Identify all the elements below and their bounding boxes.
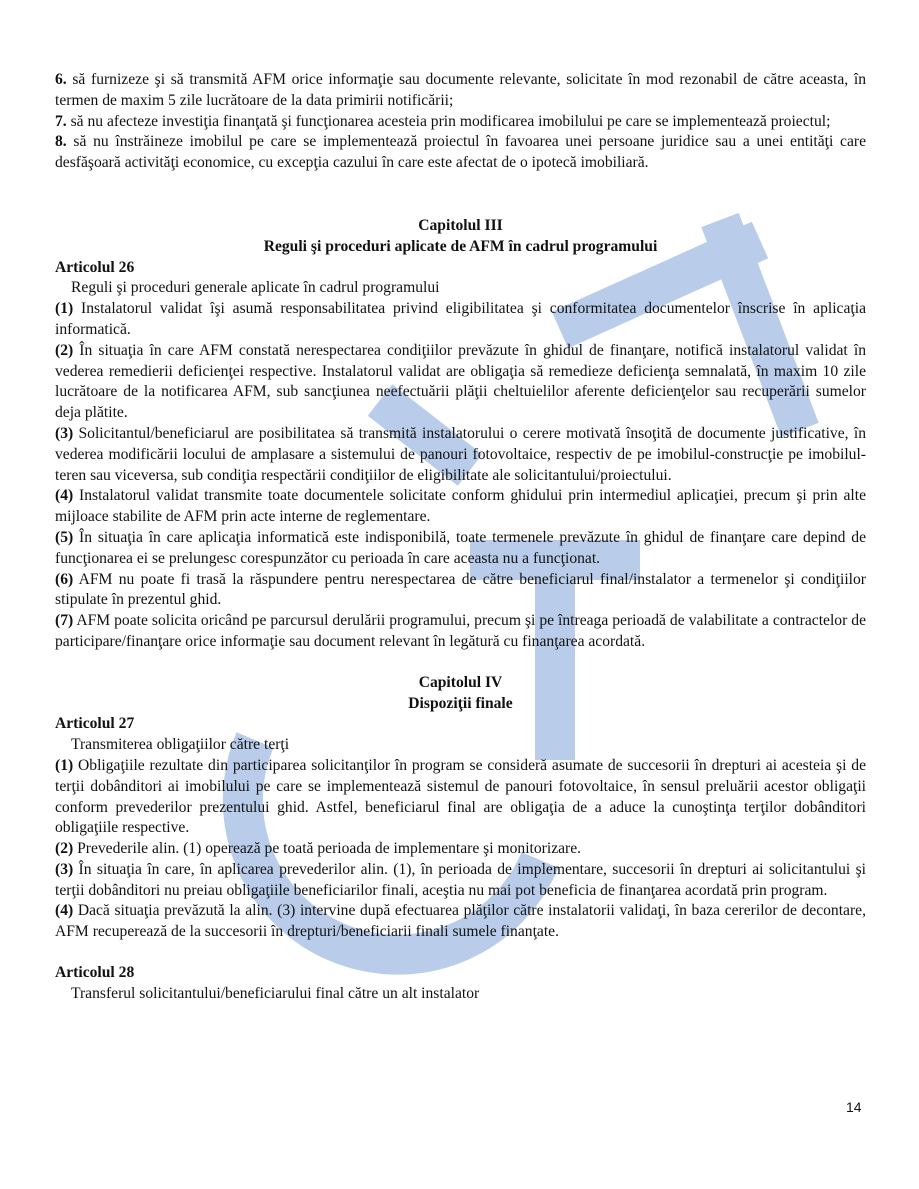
- article-paragraph: [55, 424, 866, 486]
- article-paragraph: [55, 860, 866, 902]
- chapter-heading: Capitolul III: [418, 216, 503, 234]
- paragraph-text: AFM nu poate fi trasă la răspundere pentru nerespectarea de către beneficiarul final/instalator a termenelor şi condiţiilor stipulate în prezentul ghid.: [55, 570, 866, 609]
- article-paragraph: [55, 901, 866, 943]
- list-item: [55, 132, 866, 174]
- article-paragraph: [55, 570, 866, 612]
- article-subtitle: Reguli şi proceduri generale aplicate în cadrul programului: [71, 279, 440, 297]
- paragraph-number: (2): [55, 341, 74, 359]
- paragraph-number: (1): [55, 756, 74, 774]
- paragraph-text: În situaţia în care aplicaţia informatică este indisponibilă, toate termenele prevăzute în ghidul de finanţare care depind de funcţionarea ei se prelungesc corespunzător cu perioada în care aceasta nu a funcţionat.: [55, 528, 866, 567]
- paragraph-text: AFM poate solicita oricând pe parcursul derulării programului, precum şi pe întreaga perioadă de valabilitate a contractelor de participare/finanţare orice informaţie sau document relevant în legătură cu finanţarea acordată.: [55, 612, 866, 650]
- list-item: [55, 70, 866, 112]
- paragraph-number: (3): [55, 860, 74, 878]
- article-paragraph: [55, 486, 866, 528]
- item-number: 8.: [55, 133, 67, 151]
- intro-list: [55, 70, 866, 174]
- paragraph-number: (7): [55, 612, 74, 630]
- page-number: 14: [846, 1099, 862, 1115]
- paragraph-number: (3): [55, 424, 74, 442]
- article-subtitle: Transferul solicitantului/beneficiarului final către un alt instalator: [71, 984, 480, 1002]
- article-paragraph: [55, 611, 866, 653]
- paragraph-number: (4): [55, 487, 74, 505]
- item-number: 6.: [55, 71, 67, 88]
- paragraph-number: (1): [55, 300, 74, 318]
- paragraph-text: Instalatorul validat transmite toate documentele solicitate conform ghidului prin intermediul aplicaţiei, precum şi prin alte mijloace stabilite de AFM prin acte interne de reglementare.: [55, 487, 866, 526]
- article-paragraph: [55, 839, 866, 860]
- article-title: Articolul 27: [55, 715, 135, 733]
- paragraph-text: Prevederile alin. (1) operează pe toată perioada de implementare şi monitorizare.: [73, 840, 582, 858]
- item-number: 7.: [55, 112, 67, 130]
- paragraph-text: Dacă situaţia prevăzută la alin. (3) intervine după efectuarea plăţilor către instalatorii validaţi, în baza cererilor de decontare, AFM recuperează de la succesorii în drepturi/beneficiarii finali sumele finanţate.: [55, 902, 866, 941]
- article-paragraph: [55, 341, 866, 424]
- paragraph-text: În situaţia în care AFM constată nerespectarea condiţiilor prevăzute în ghidul de finanţare, notifică instalatorul validat în vederea remedierii deficienţei respective. Instalatorul validat are obligaţia să remedieze deficienţa semnalată, în maxim 10 zile lucrătoare de la notificarea AFM, sub sancţiunea neefectuării plăţii cheltuielilor aferente deficienţelor sau recuperării sumelor deja plătite.: [55, 341, 866, 422]
- paragraph-text: Instalatorul validat îşi asumă responsabilitatea privind eligibilitatea şi conformitatea documentelor înscrise în aplicaţia informatică.: [55, 300, 866, 338]
- paragraph-number: (4): [55, 902, 74, 920]
- paragraph-number: (5): [55, 528, 74, 546]
- paragraph-number: (2): [55, 840, 74, 858]
- article-title: Articolul 28: [55, 964, 135, 982]
- chapter-heading: Capitolul IV: [418, 673, 503, 691]
- paragraph-text: Obligaţiile rezultate din participarea solicitanţilor în program se consideră asumate de succesorii în drepturi ai acesteia şi de terţii dobânditori ai imobilului pe care se implementează sistemul de panouri fotovoltaice, în sensul preluării acestor obligaţii conform prevederilor prezentului ghid. Astfel, beneficiarul final are obligaţia de a aduce la cunoştinţa terţilor dobânditori obligaţiile respective.: [55, 756, 866, 837]
- item-text: să furnizeze şi să transmită AFM orice informaţie sau documente relevante, solicitate în mod rezonabil de către aceasta, în termen de maxim 5 zile lucrătoare de la data primirii notificării;: [55, 71, 866, 109]
- item-text: să nu afecteze investiţia finanţată şi funcţionarea acesteia prin modificarea imobilului pe care se implementează proiectul;: [66, 112, 831, 130]
- paragraph-number: (6): [55, 570, 74, 588]
- article-paragraph: [55, 756, 866, 839]
- list-item: [55, 112, 866, 133]
- chapter-title: Dispoziţii finale: [408, 694, 513, 712]
- item-text: să nu înstrăineze imobilul pe care se implementează proiectul în favoarea unei persoane juridice sau a unei entităţi care desfăşoară activităţi economice, cu excepţia cazului în care este afectat de o ipotecă imobiliară.: [55, 133, 866, 172]
- paragraph-text: În situaţia în care, în aplicarea prevederilor alin. (1), în perioada de implementare, succesorii în drepturi ai solicitantului şi terţii dobânditori nu preiau obligaţiile beneficiarilor finali, aceştia nu mai pot beneficia de finanţarea acordată prin program.: [55, 860, 866, 899]
- chapter-title: Reguli şi proceduri aplicate de AFM în cadrul programului: [263, 237, 658, 255]
- paragraph-text: Solicitantul/beneficiarul are posibilitatea să transmită instalatorului o cerere motivată însoţită de documente justificative, în vederea modificării locului de amplasare a sistemului de panouri fotovoltaice, respectiv de pe imobilul-construcţie pe imobilul-teren sau viceversa, sub condiţia respectării condiţiilor de eligibilitate ale solicitantului/proiectului.: [55, 424, 866, 484]
- article-paragraph: [55, 299, 866, 341]
- document-page: [55, 70, 866, 1005]
- article-paragraph: [55, 528, 866, 570]
- article-subtitle: Transmiterea obligaţiilor către terţi: [71, 736, 290, 754]
- article-title: Articolul 26: [55, 258, 135, 276]
